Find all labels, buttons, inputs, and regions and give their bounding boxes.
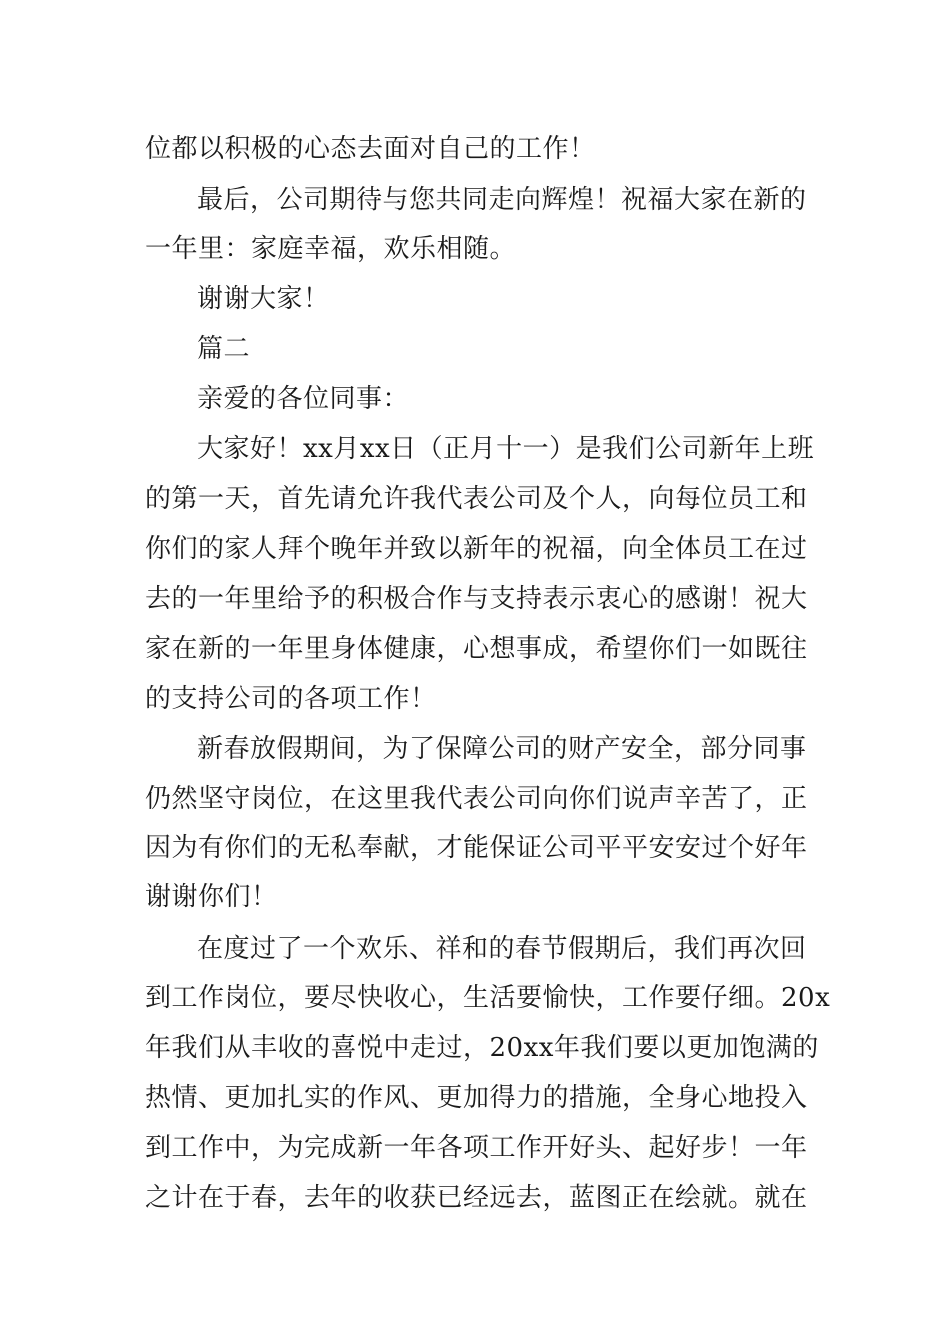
text-line: 热情、更加扎实的作风、更加得力的措施，全身心地投入 [145,1083,808,1113]
salutation: 亲爱的各位同事： [197,384,410,414]
text-line: 的第一天，首先请允许我代表公司及个人，向每位员工和 [145,484,808,514]
text-line: 到工作岗位，要尽快收心，生活要愉快，工作要仔细。20x [145,983,831,1013]
text-line: 仍然坚守岗位，在这里我代表公司向你们说声辛苦了，正 [145,784,808,814]
text-line: 大家好！xx月xx日（正月十一）是我们公司新年上班 [197,434,815,464]
text-line: 去的一年里给予的积极合作与支持表示衷心的感谢！祝大 [145,584,808,614]
text-line: 家在新的一年里身体健康，心想事成，希望你们一如既往 [145,634,808,664]
text-line: 的支持公司的各项工作！ [145,684,437,714]
text-line: 你们的家人拜个晚年并致以新年的祝福，向全体员工在过 [145,534,808,564]
text-line: 谢谢大家！ [197,284,330,314]
text-line: 谢谢你们！ [145,882,278,912]
text-line: 新春放假期间，为了保障公司的财产安全，部分同事 [197,734,807,764]
text-line: 之计在于春，去年的收获已经远去，蓝图正在绘就。就在 [145,1183,808,1213]
text-line: 因为有你们的无私奉献，才能保证公司平平安安过个好年 [145,833,808,863]
text-line: 最后，公司期待与您共同走向辉煌！祝福大家在新的 [197,185,807,215]
text-line: 在度过了一个欢乐、祥和的春节假期后，我们再次回 [197,934,807,964]
section-heading: 篇二 [197,334,251,364]
text-line: 年我们从丰收的喜悦中走过，20xx年我们要以更加饱满的 [145,1033,819,1063]
text-line: 到工作中，为完成新一年各项工作开好头、起好步！一年 [145,1133,808,1163]
text-line: 位都以积极的心态去面对自己的工作！ [145,134,596,164]
text-line: 一年里：家庭幸福，欢乐相随。 [145,234,517,264]
